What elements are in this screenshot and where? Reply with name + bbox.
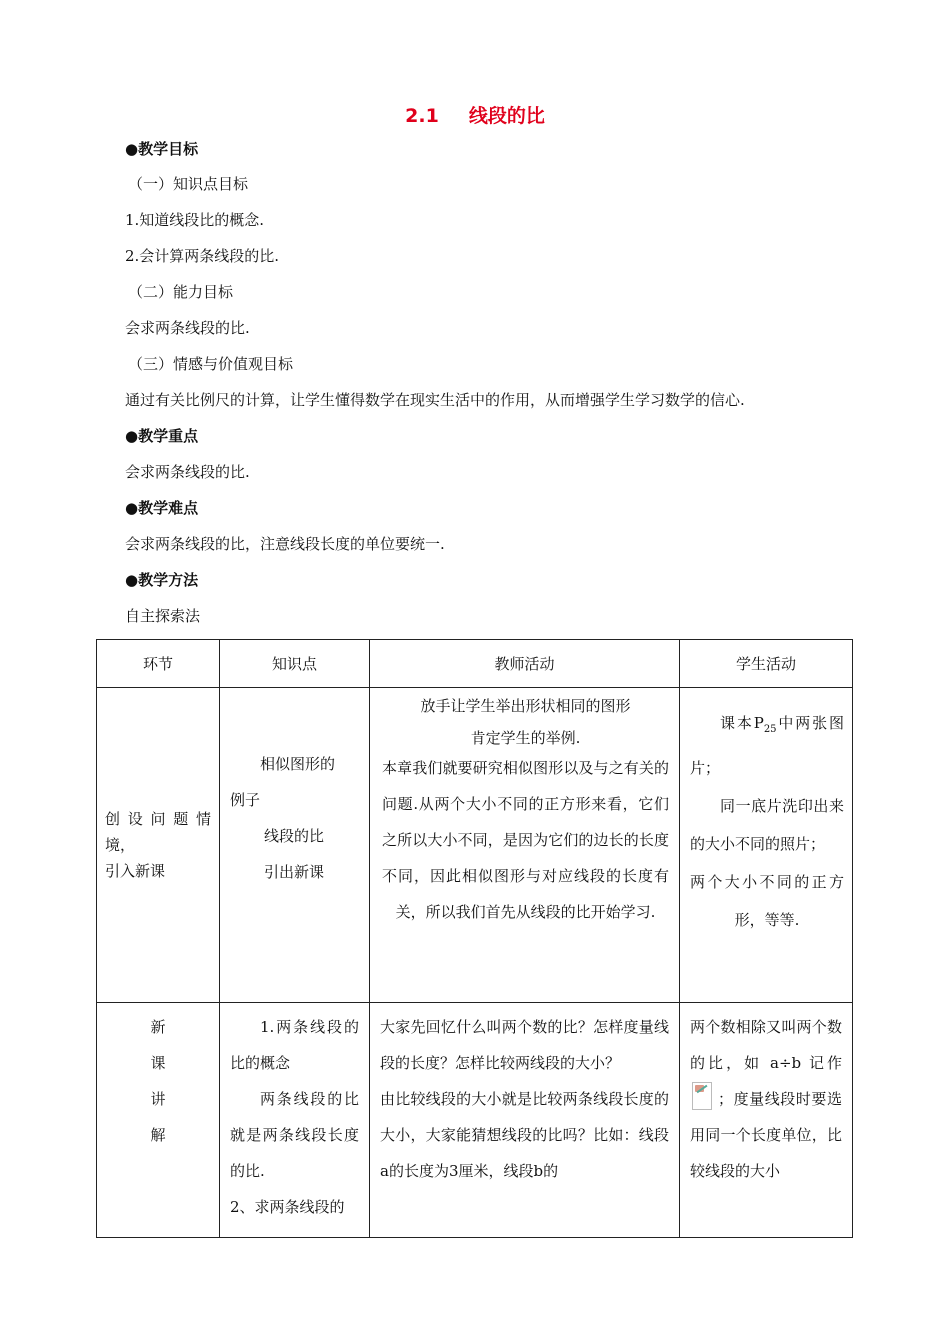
ability-item-1: 会求两条线段的比.: [125, 319, 250, 337]
stage-char-3: 讲: [150, 1090, 166, 1108]
formula-image-icon: [692, 1082, 712, 1110]
student-line-1: 课本$P_{25}$中两张图片；: [690, 714, 844, 777]
table-header-row: [97, 640, 853, 688]
knowledge-cell: [220, 688, 370, 1003]
student-line-2: 同一底片洗印出来的大小不同的照片；: [690, 797, 844, 853]
table-row: [97, 688, 853, 1003]
difficult-heading: ●教学难点: [125, 499, 199, 517]
student2-text-1: 两个数相除又叫两个数的比，如 a÷b 记作: [690, 1018, 842, 1072]
teacher-line-3: 本章我们就要研究相似图形以及与之有关的问题.从两个大小不同的正方形来看，它们之所以大小不同，是因为它们的边长的长度不同，因此相似图形与对应线段的长度有关，所以我们首先从线段的比开始学习.: [382, 759, 669, 921]
student-line-3: 两个大小不同的正方形，等等.: [690, 873, 844, 929]
stage-char-2: 课: [150, 1054, 166, 1072]
key-item-1: 会求两条线段的比.: [125, 463, 250, 481]
table-row: [97, 1003, 853, 1238]
knowledge-item-2: 2.会计算两条线段的比.: [125, 247, 280, 265]
kp-line-2: 例子: [230, 791, 261, 809]
kp2-line-2: 两条线段的比就是两条线段长度的比.: [230, 1090, 359, 1180]
student-cell-2: [680, 1003, 853, 1238]
key-heading: ●教学重点: [125, 427, 199, 445]
ability-heading: （二）能力目标: [128, 283, 234, 301]
teacher2-line-2: 由比较线段的大小就是比较两条线段长度的大小，大家能猜想线段的比吗？比如：线段a的长度为3厘米，线段b的: [380, 1090, 669, 1180]
teacher-line-1: 放手让学生举出形状相同的图形: [420, 697, 631, 715]
method-heading: ●教学方法: [125, 571, 199, 589]
goals-heading: ●教学目标: [125, 140, 199, 158]
header-stage: 环节: [97, 640, 220, 688]
page-title: [0, 101, 950, 128]
kp2-line-1: 1.两条线段的比的概念: [230, 1018, 359, 1072]
stage-char-4: 解: [150, 1126, 166, 1144]
stage-char-1: 新: [150, 1018, 166, 1036]
teacher-cell: [370, 688, 680, 1003]
teacher2-line-1: 大家先回忆什么叫两个数的比？怎样度量线段的长度？怎样比较两线段的大小？: [380, 1018, 669, 1072]
header-knowledge: 知识点: [220, 640, 370, 688]
lesson-plan-table: [96, 639, 853, 1238]
student-cell: [680, 688, 853, 1003]
teacher-line-2: 肯定学生的举例.: [470, 729, 581, 747]
stage-line-2: 境，: [105, 836, 136, 854]
knowledge-heading: （一）知识点目标: [128, 175, 249, 193]
student2-text-2: ；度量线段时要选用同一个长度单位，比较线段的大小: [690, 1090, 842, 1180]
difficult-item-1: 会求两条线段的比，注意线段长度的单位要统一.: [125, 535, 445, 553]
kp2-line-3: 2、求两条线段的: [230, 1198, 345, 1216]
stage-cell: [97, 688, 220, 1003]
title-text: 线段的比: [468, 105, 545, 127]
stage-cell-2: [97, 1003, 220, 1238]
title-number: 2.1: [405, 105, 439, 127]
kp-line-1: 相似图形的: [260, 755, 336, 773]
teacher-cell-2: [370, 1003, 680, 1238]
emotion-item-1: 通过有关比例尺的计算，让学生懂得数学在现实生活中的作用，从而增强学生学习数学的信心.: [125, 391, 745, 409]
kp-line-3: 线段的比: [264, 827, 325, 845]
kp-line-4: 引出新课: [264, 863, 325, 881]
header-teacher: 教师活动: [370, 640, 680, 688]
stage-line-3: 引入新课: [105, 862, 166, 880]
knowledge-cell-2: [220, 1003, 370, 1238]
header-student: 学生活动: [680, 640, 853, 688]
knowledge-item-1: 1.知道线段比的概念.: [125, 211, 265, 229]
method-item-1: 自主探索法: [125, 607, 201, 625]
stage-line-1: 创设问题情: [105, 810, 211, 828]
emotion-heading: （三）情感与价值观目标: [128, 355, 294, 373]
